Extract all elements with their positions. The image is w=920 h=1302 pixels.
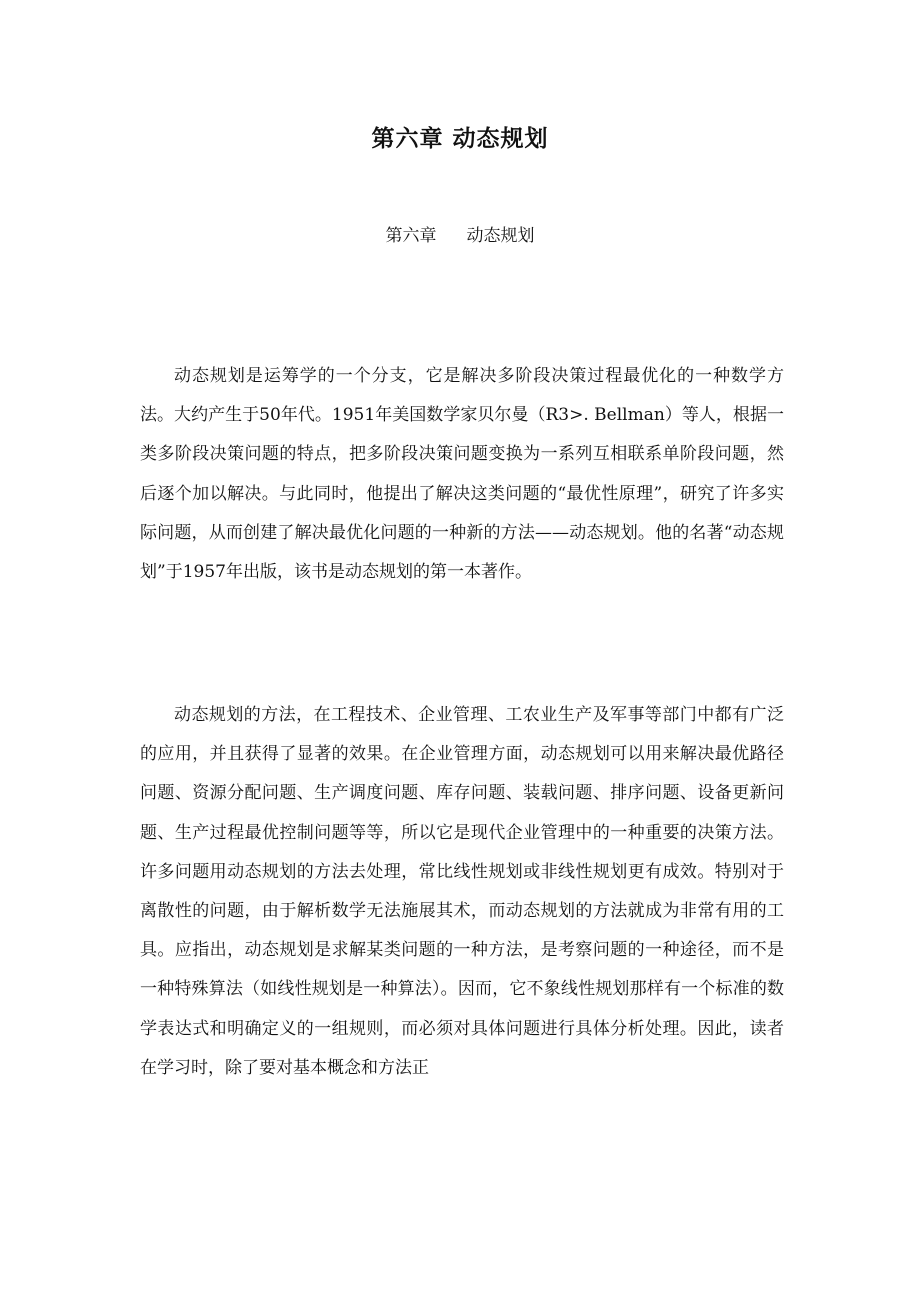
chapter-title: 第六章 动态规划	[371, 126, 549, 152]
subtitle-chapter: 第六章	[385, 226, 437, 246]
paragraph-applications: 动态规划的方法，在工程技术、企业管理、工农业生产及军事等部门中都有广泛的应用，并且获得了显著的效果。在企业管理方面，动态规划可以用来解决最优路径问题、资源分配问题、生产调度问题、库存问题、装载问题、排序问题、设备更新问题、生产过程最优控制问题等等，所以它是现代企业管理中的一种重要的决策方法。许多问题用动态规划的方法去处理，常比线性规划或非线性规划更有成效。特别对于离散性的问题，由于解析数学无法施展其术，而动态规划的方法就成为非常有用的工具。应指出，动态规划是求解某类问题的一种方法，是考察问题的一种途径，而不是一种特殊算法（如线性规划是一种算法）。因而，它不象线性规划那样有一个标准的数学表达式和明确定义的一组规则，而必须对具体问题进行具体分析处理。因此，读者在学习时，除了要对基本概念和方法正	[140, 705, 784, 1078]
subtitle-topic: 动态规划	[466, 226, 535, 246]
paragraph-intro: 动态规划是运筹学的一个分支，它是解决多阶段决策过程最优化的一种数学方法。大约产生于50年代。1951年美国数学家贝尔曼（R3>. Bellman）等人，根据一类多阶段决策问题的特点，把多阶段决策问题变换为一系列互相联系单阶段问题，然后逐个加以解决。与此同时，他提出了解决这类问题的“最优性原理”，研究了许多实际问题，从而创建了解决最优化问题的一种新的方法——动态规划。他的名著“动态规划”于1957年出版，该书是动态规划的第一本著作。	[140, 366, 784, 583]
chapter-subtitle	[0, 221, 920, 246]
